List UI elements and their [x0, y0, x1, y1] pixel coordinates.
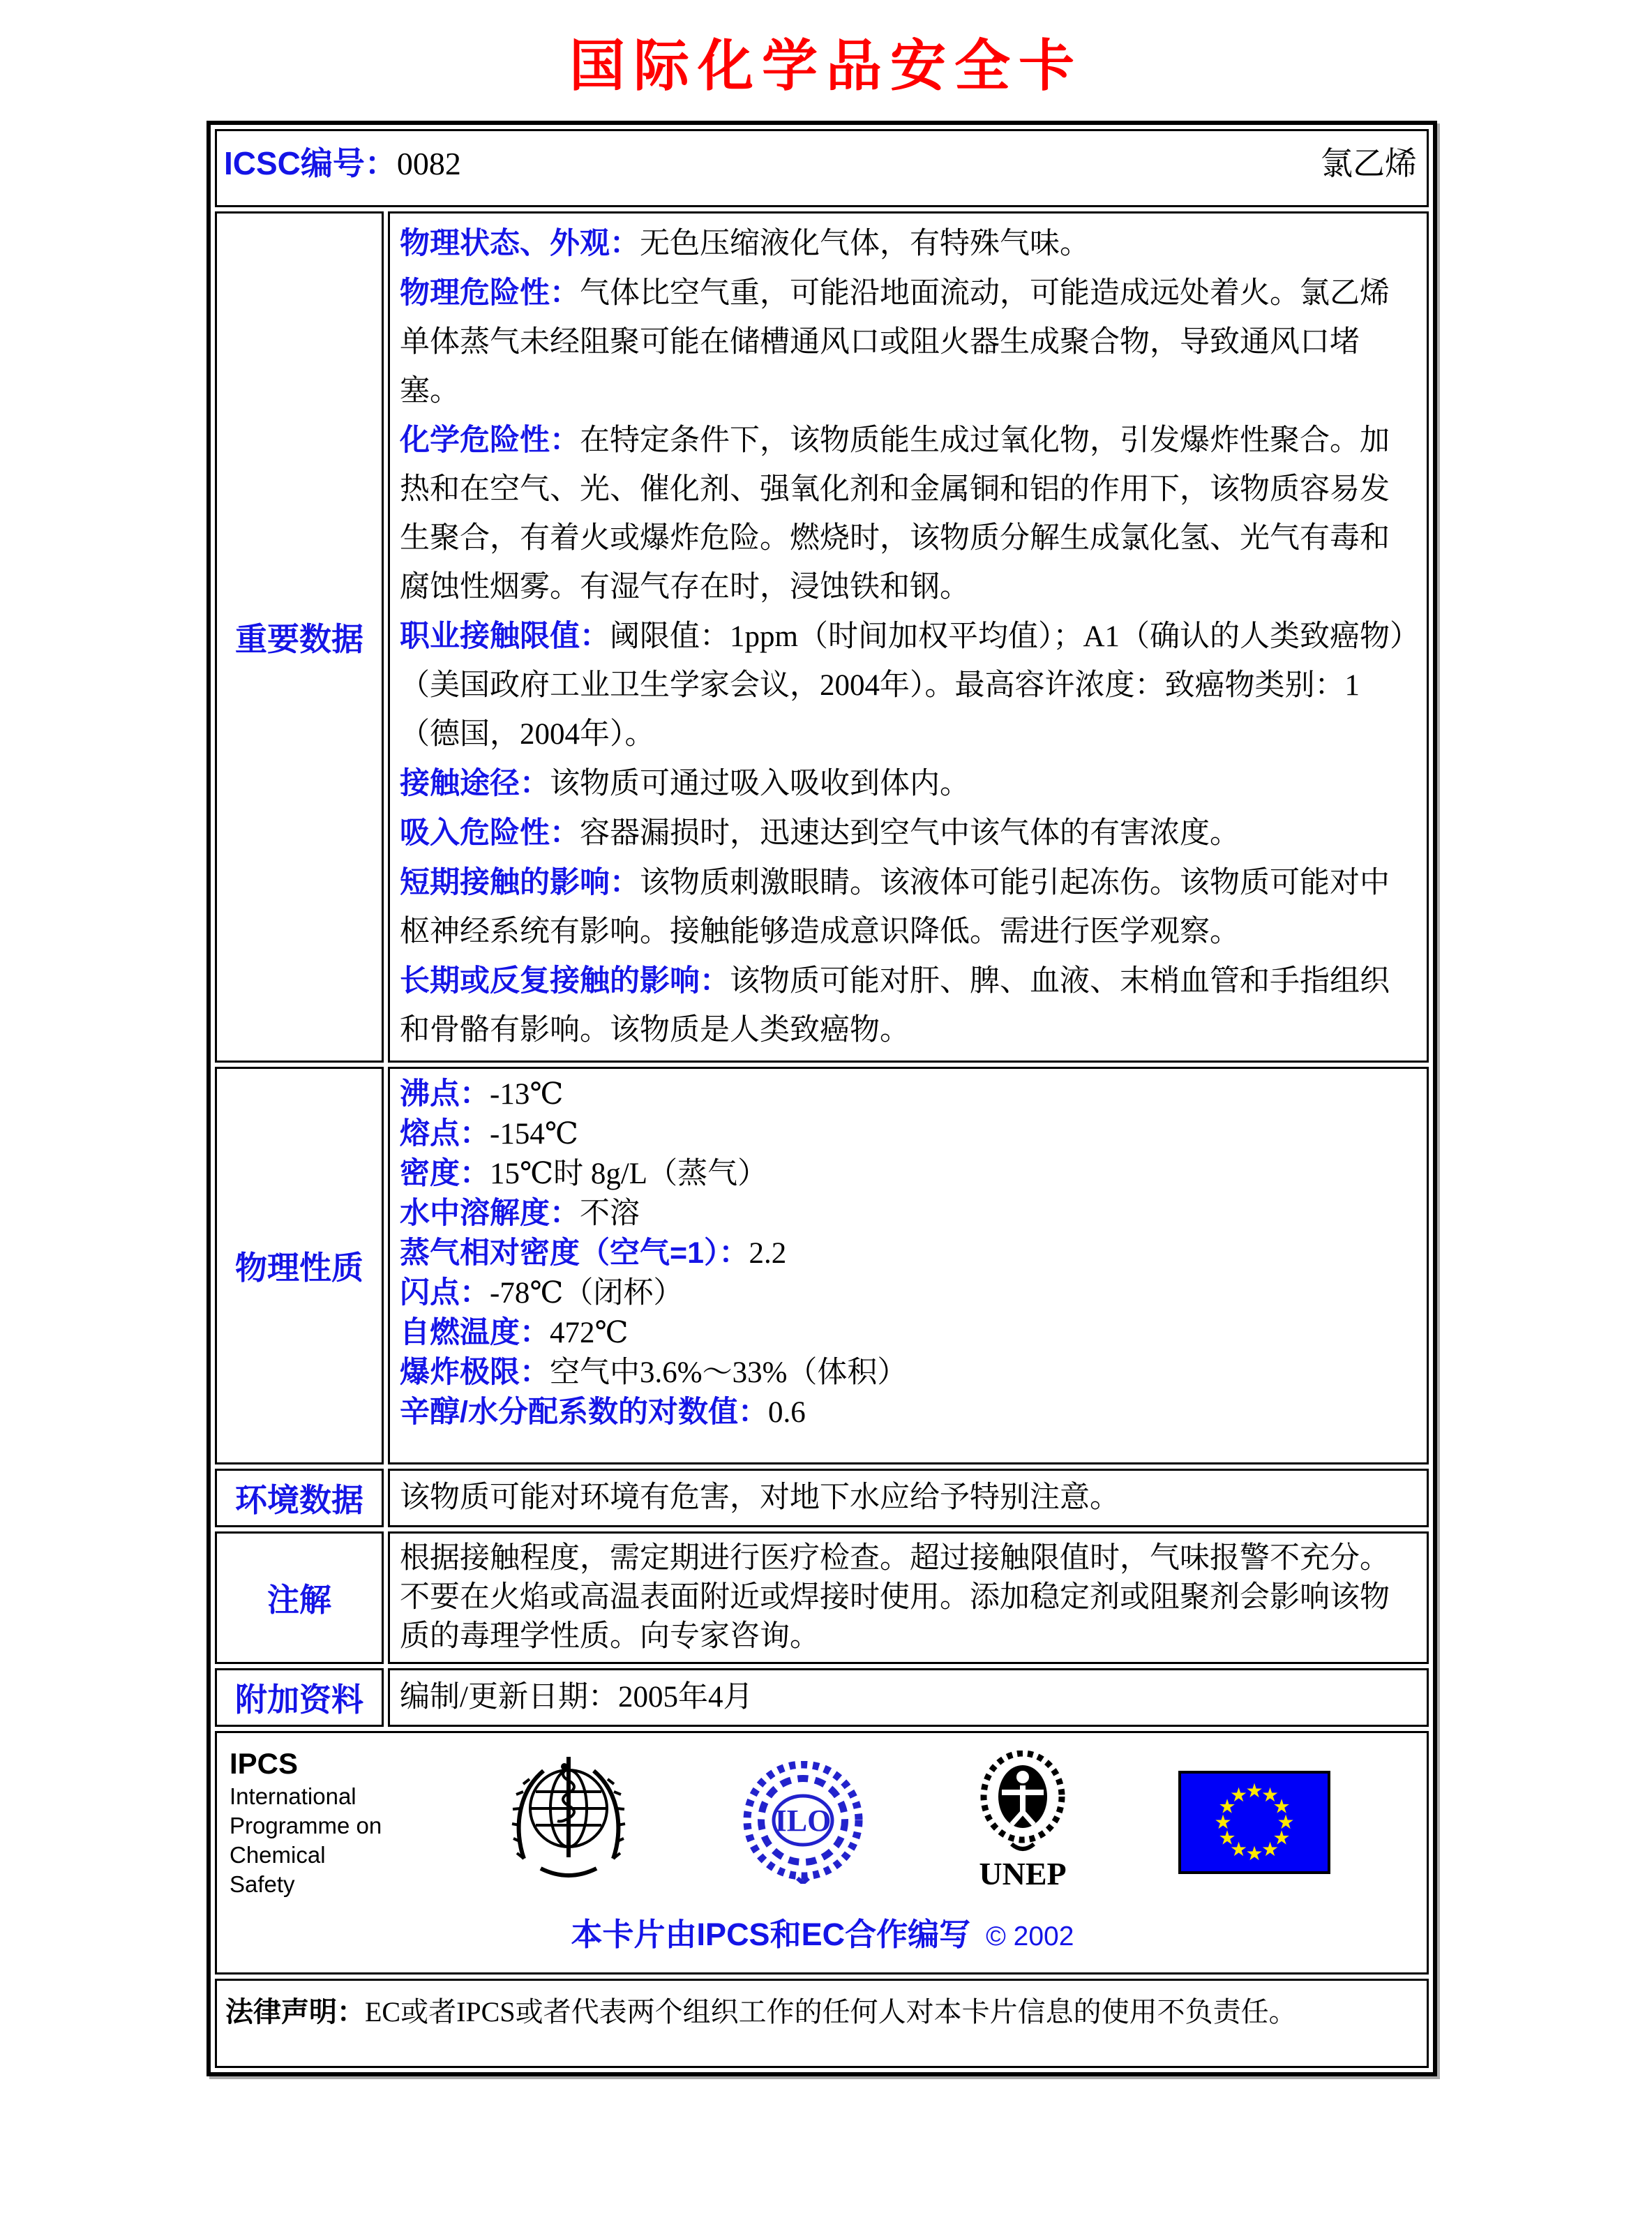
notes-text: 根据接触程度，需定期进行医疗检查。超过接触限值时，气味报警不充分。不要在火焰或高温表面附近或焊接时使用。添加稳定剂或阻聚剂会影响该物质的毒理学性质。向专家咨询。 [400, 1542, 1390, 1653]
physical-property-item: 爆炸极限：空气中3.6%～33%（体积） [400, 1356, 908, 1389]
who-logo-icon [500, 1753, 637, 1892]
additional-info-text: 编制/更新日期：2005年4月 [400, 1681, 753, 1714]
physical-property-item: 辛醇/水分配系数的对数值：0.6 [400, 1395, 806, 1429]
physical-property-item: 蒸气相对密度（空气=1）：2.2 [400, 1236, 787, 1270]
snake-head [561, 1763, 568, 1770]
legal-notice-label: 法律声明： [225, 1997, 365, 2028]
icsc-number-group [224, 138, 461, 184]
svg-text:★: ★ [1214, 1812, 1232, 1834]
svg-text:★: ★ [1245, 1843, 1263, 1865]
icsc-number-value: 0082 [396, 146, 461, 181]
logos-cell [215, 1731, 1429, 1975]
cooperation-caption: 本卡片由IPCS和EC合作编写 [571, 1917, 971, 1952]
copyright-text: © 2002 [986, 1921, 1074, 1951]
section-label-physical-properties: 物理性质 [215, 1067, 384, 1464]
physical-property-item: 沸点：-13℃ [400, 1077, 564, 1111]
ilo-logo-text: ILO [774, 1804, 832, 1838]
physical-property-item: 水中溶解度：不溶 [400, 1197, 640, 1230]
icsc-card [206, 121, 1437, 2076]
environmental-data-cell [388, 1469, 1429, 1527]
important-data-item: 物理状态、外观：无色压缩液化气体，有特殊气味。 [400, 227, 1090, 260]
important-data-item: 吸入危险性：容器漏损时，迅速达到空气中该气体的有害浓度。 [400, 816, 1240, 850]
eu-flag-icon [1178, 1771, 1330, 1874]
important-data-item: 化学危险性：在特定条件下，该物质能生成过氧化物，引发爆炸性聚合。加热和在空气、光、催化剂、强氧化剂和金属铜和铝的作用下，该物质容易发生聚合，有着火或爆炸危险。燃烧时，该物质分解生成氯化氢、光气有毒和腐蚀性烟雾。有湿气存在时，浸蚀铁和钢。 [400, 424, 1390, 604]
unep-logo-icon [970, 1751, 1076, 1894]
ipcs-wordmark: IPCS International Programme on Chemical Safety [230, 1746, 397, 1899]
ipcs-title: IPCS [230, 1747, 299, 1780]
unep-logo-text: UNEP [978, 1856, 1067, 1891]
legal-notice-cell [215, 1979, 1429, 2068]
legal-notice-text: EC或者IPCS或者代表两个组织工作的任何人对本卡片信息的使用不负责任。 [365, 1996, 1297, 2028]
svg-text:★: ★ [1277, 1812, 1295, 1834]
svg-text:★: ★ [1229, 1839, 1248, 1861]
important-data-item: 接触途径：该物质可通过吸入吸收到体内。 [400, 767, 970, 800]
important-data-item: 长期或反复接触的影响：该物质可能对肝、脾、血液、末梢血管和手指组织和骨骼有影响。该物质是人类致癌物。 [400, 964, 1390, 1047]
important-data-item: 物理危险性：气体比空气重，可能沿地面流动，可能造成远处着火。氯乙烯单体蒸气未经阻聚可能在储槽通风口或阻火器生成聚合物，导致通风口堵塞。 [400, 276, 1390, 407]
important-data-item: 职业接触限值：阈限值：1ppm（时间加权平均值）；A1（确认的人类致癌物）（美国政府工业卫生学家会议，2004年）。最高容许浓度：致癌物类别：1（德国，2004年）。 [400, 620, 1405, 751]
svg-text:★: ★ [1218, 1827, 1236, 1850]
footer-caption-row [225, 1899, 1420, 1961]
notes-cell [388, 1531, 1429, 1664]
environmental-data-text: 该物质可能对环境有危害，对地下水应给予特别注意。 [400, 1481, 1120, 1514]
svg-text:★: ★ [1261, 1839, 1279, 1861]
physical-property-item: 闪点：-78℃（闭杯） [400, 1276, 684, 1310]
important-data-cell [388, 211, 1429, 1063]
unep-figure-head [1016, 1771, 1029, 1783]
icsc-number-label: ICSC编号： [224, 145, 397, 181]
physical-property-item: 熔点：-154℃ [400, 1117, 578, 1151]
section-label-notes: 注解 [215, 1531, 384, 1664]
physical-properties-cell [388, 1067, 1429, 1464]
svg-text:★: ★ [1218, 1796, 1236, 1818]
physical-property-item: 自燃温度：472℃ [400, 1316, 629, 1349]
svg-text:★: ★ [1272, 1827, 1291, 1850]
svg-text:★: ★ [1245, 1781, 1263, 1802]
important-data-item: 短期接触的影响：该物质刺激眼睛。该液体可能引起冻伤。该物质可能对中枢神经系统有影响。接触能够造成意识降低。需进行医学观察。 [400, 866, 1390, 948]
physical-property-item: 密度：15℃时 8g/L（蒸气） [400, 1157, 768, 1190]
additional-info-cell [388, 1668, 1429, 1727]
ilo-logo-icon [739, 1761, 866, 1884]
section-label-environmental-data: 环境数据 [215, 1469, 384, 1527]
section-label-important-data: 重要数据 [215, 211, 384, 1063]
section-label-additional-info: 附加资料 [215, 1668, 384, 1727]
header-row-cell [215, 129, 1429, 207]
page-title: 国际化学品安全卡 [569, 35, 1083, 97]
svg-text:★: ★ [1261, 1785, 1279, 1806]
chemical-name: 氯乙烯 [1321, 146, 1417, 181]
icsc-table [206, 121, 1437, 2076]
svg-text:★: ★ [1272, 1796, 1291, 1818]
svg-text:★: ★ [1229, 1785, 1248, 1806]
